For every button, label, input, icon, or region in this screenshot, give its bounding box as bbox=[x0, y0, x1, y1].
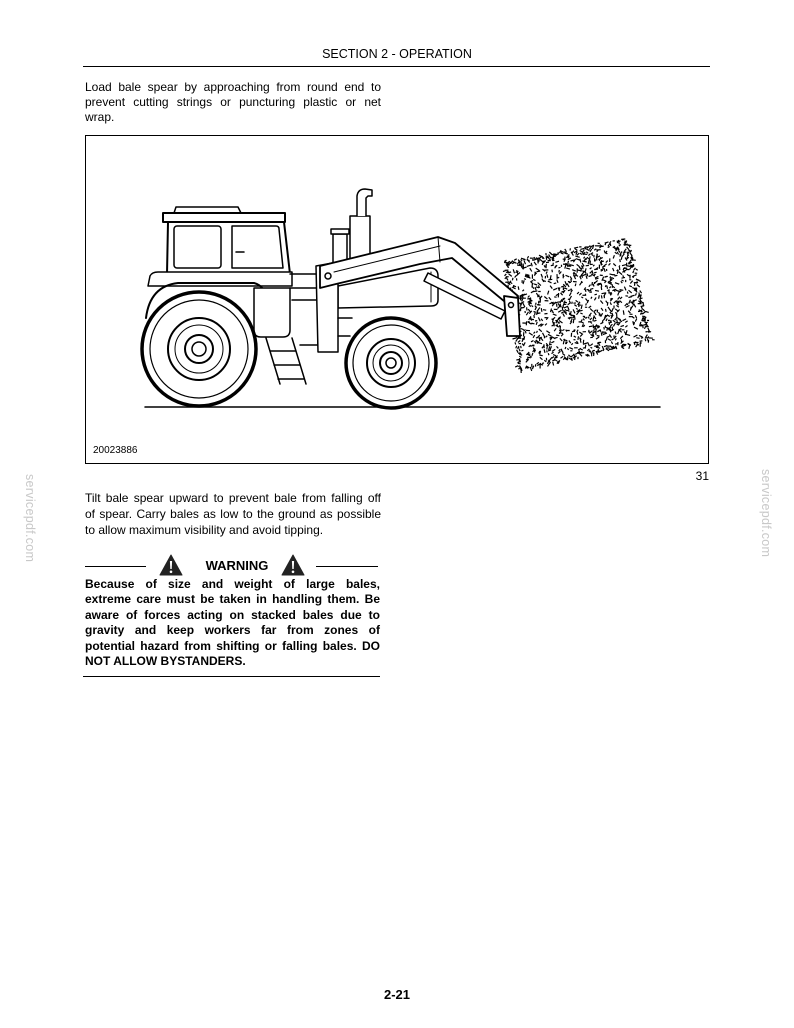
figure-number: 31 bbox=[695, 469, 709, 483]
transmission-housing bbox=[290, 274, 318, 345]
cab bbox=[148, 207, 292, 286]
tractor-illustration bbox=[85, 135, 709, 464]
intro-paragraph bbox=[85, 80, 381, 125]
warning-rule-right bbox=[316, 566, 378, 567]
round-bale bbox=[503, 239, 655, 373]
figure-frame bbox=[85, 135, 709, 464]
cab-roof bbox=[163, 213, 285, 222]
warning-text bbox=[85, 577, 380, 669]
tilt-line: to allow maximum visibility and avoid tipping. bbox=[85, 523, 324, 537]
warning-heading: WARNING bbox=[205, 558, 269, 573]
warning-triangle-icon bbox=[159, 554, 183, 576]
intro-line: prevent cutting strings or puncturing plastic or net bbox=[85, 95, 381, 109]
fuel-tank bbox=[254, 288, 290, 337]
warning-rule-left bbox=[85, 566, 146, 567]
tilt-line: of spear. Carry bales as low to the ground as possible bbox=[85, 507, 381, 521]
watermark-left: servicepdf.com bbox=[23, 474, 37, 563]
exhaust-stack bbox=[357, 189, 372, 216]
boom-pivot-pin bbox=[325, 273, 331, 279]
warning-bottom-rule bbox=[83, 676, 380, 677]
warning-line: NOT ALLOW BYSTANDERS. bbox=[85, 654, 246, 669]
section-title: SECTION 2 - OPERATION bbox=[322, 47, 472, 61]
cab-rear-window bbox=[174, 226, 221, 268]
warning-triangle-icon bbox=[281, 554, 305, 576]
header-rule bbox=[83, 66, 710, 67]
cab-door-window bbox=[232, 226, 283, 268]
warning-line: Because of size and weight of large bales, bbox=[85, 577, 380, 591]
rear-wheel bbox=[142, 292, 256, 406]
front-subframe bbox=[338, 318, 352, 336]
cab-pillars bbox=[167, 222, 290, 274]
bale-spear bbox=[504, 296, 520, 336]
rear-tire bbox=[142, 292, 256, 406]
intro-line: wrap. bbox=[85, 110, 115, 124]
air-intake-cap bbox=[331, 229, 349, 234]
warning-line: extreme care must be taken in handling them. Be bbox=[85, 592, 380, 607]
tilt-paragraph bbox=[85, 490, 381, 538]
intro-line: Load bale spear by approaching from round end to bbox=[85, 80, 381, 94]
warning-line: aware of forces acting on stacked bales due to bbox=[85, 607, 380, 622]
tilt-line: Tilt bale spear upward to prevent bale from falling off bbox=[85, 491, 381, 505]
figure-reference-code: 20023886 bbox=[93, 445, 138, 456]
warning-line: potential hazard from shifting or falling bales. DO bbox=[85, 638, 380, 653]
page-number: 2-21 bbox=[383, 987, 411, 1002]
front-tire bbox=[346, 318, 436, 408]
watermark-right: servicepdf.com bbox=[759, 469, 773, 558]
warning-line: gravity and keep workers far from zones of bbox=[85, 623, 380, 638]
bale-texture bbox=[503, 239, 655, 373]
front-wheel bbox=[346, 318, 436, 408]
